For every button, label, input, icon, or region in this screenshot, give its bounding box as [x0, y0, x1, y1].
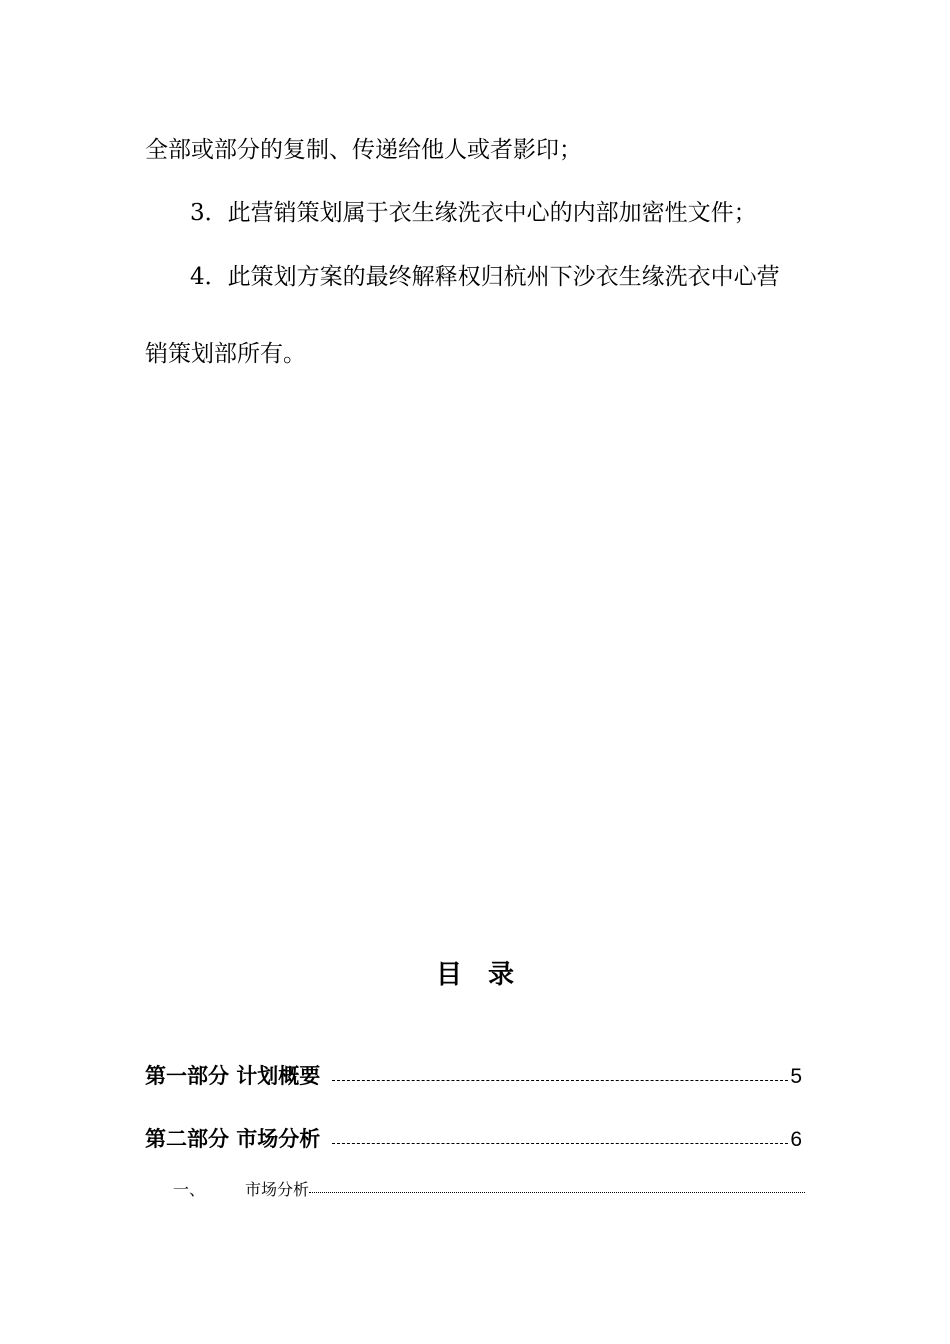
toc-entry-page: 6 — [790, 1128, 802, 1151]
paragraph-item-3: 3．此营销策划属于衣生缘洗衣中心的内部加密性文件； — [190, 200, 757, 226]
toc-entry[interactable] — [145, 1125, 802, 1154]
paragraph-continuation: 全部或部分的复制、传递给他人或者影印； — [145, 137, 582, 163]
paragraph-item-4: 4．此策划方案的最终解释权归杭州下沙衣生缘洗衣中心营 — [190, 264, 780, 290]
toc-sub-entry-text: 市场分析 — [245, 1180, 310, 1199]
paragraph-item-4-continuation: 销策划部所有。 — [145, 341, 306, 367]
toc-leader-line — [309, 1191, 805, 1193]
toc-entry-text: 第一部分 计划概要 — [145, 1064, 321, 1088]
toc-leader-line — [332, 1142, 788, 1144]
toc-entry-text: 第二部分 市场分析 — [145, 1127, 321, 1151]
toc-title: 目 录 — [435, 960, 514, 990]
toc-entry[interactable] — [145, 1062, 802, 1091]
toc-sub-entry-number: 一、 — [173, 1180, 206, 1199]
toc-leader-line — [332, 1079, 788, 1081]
toc-sub-entry[interactable] — [173, 1179, 805, 1201]
toc-entry-page: 5 — [790, 1065, 802, 1088]
